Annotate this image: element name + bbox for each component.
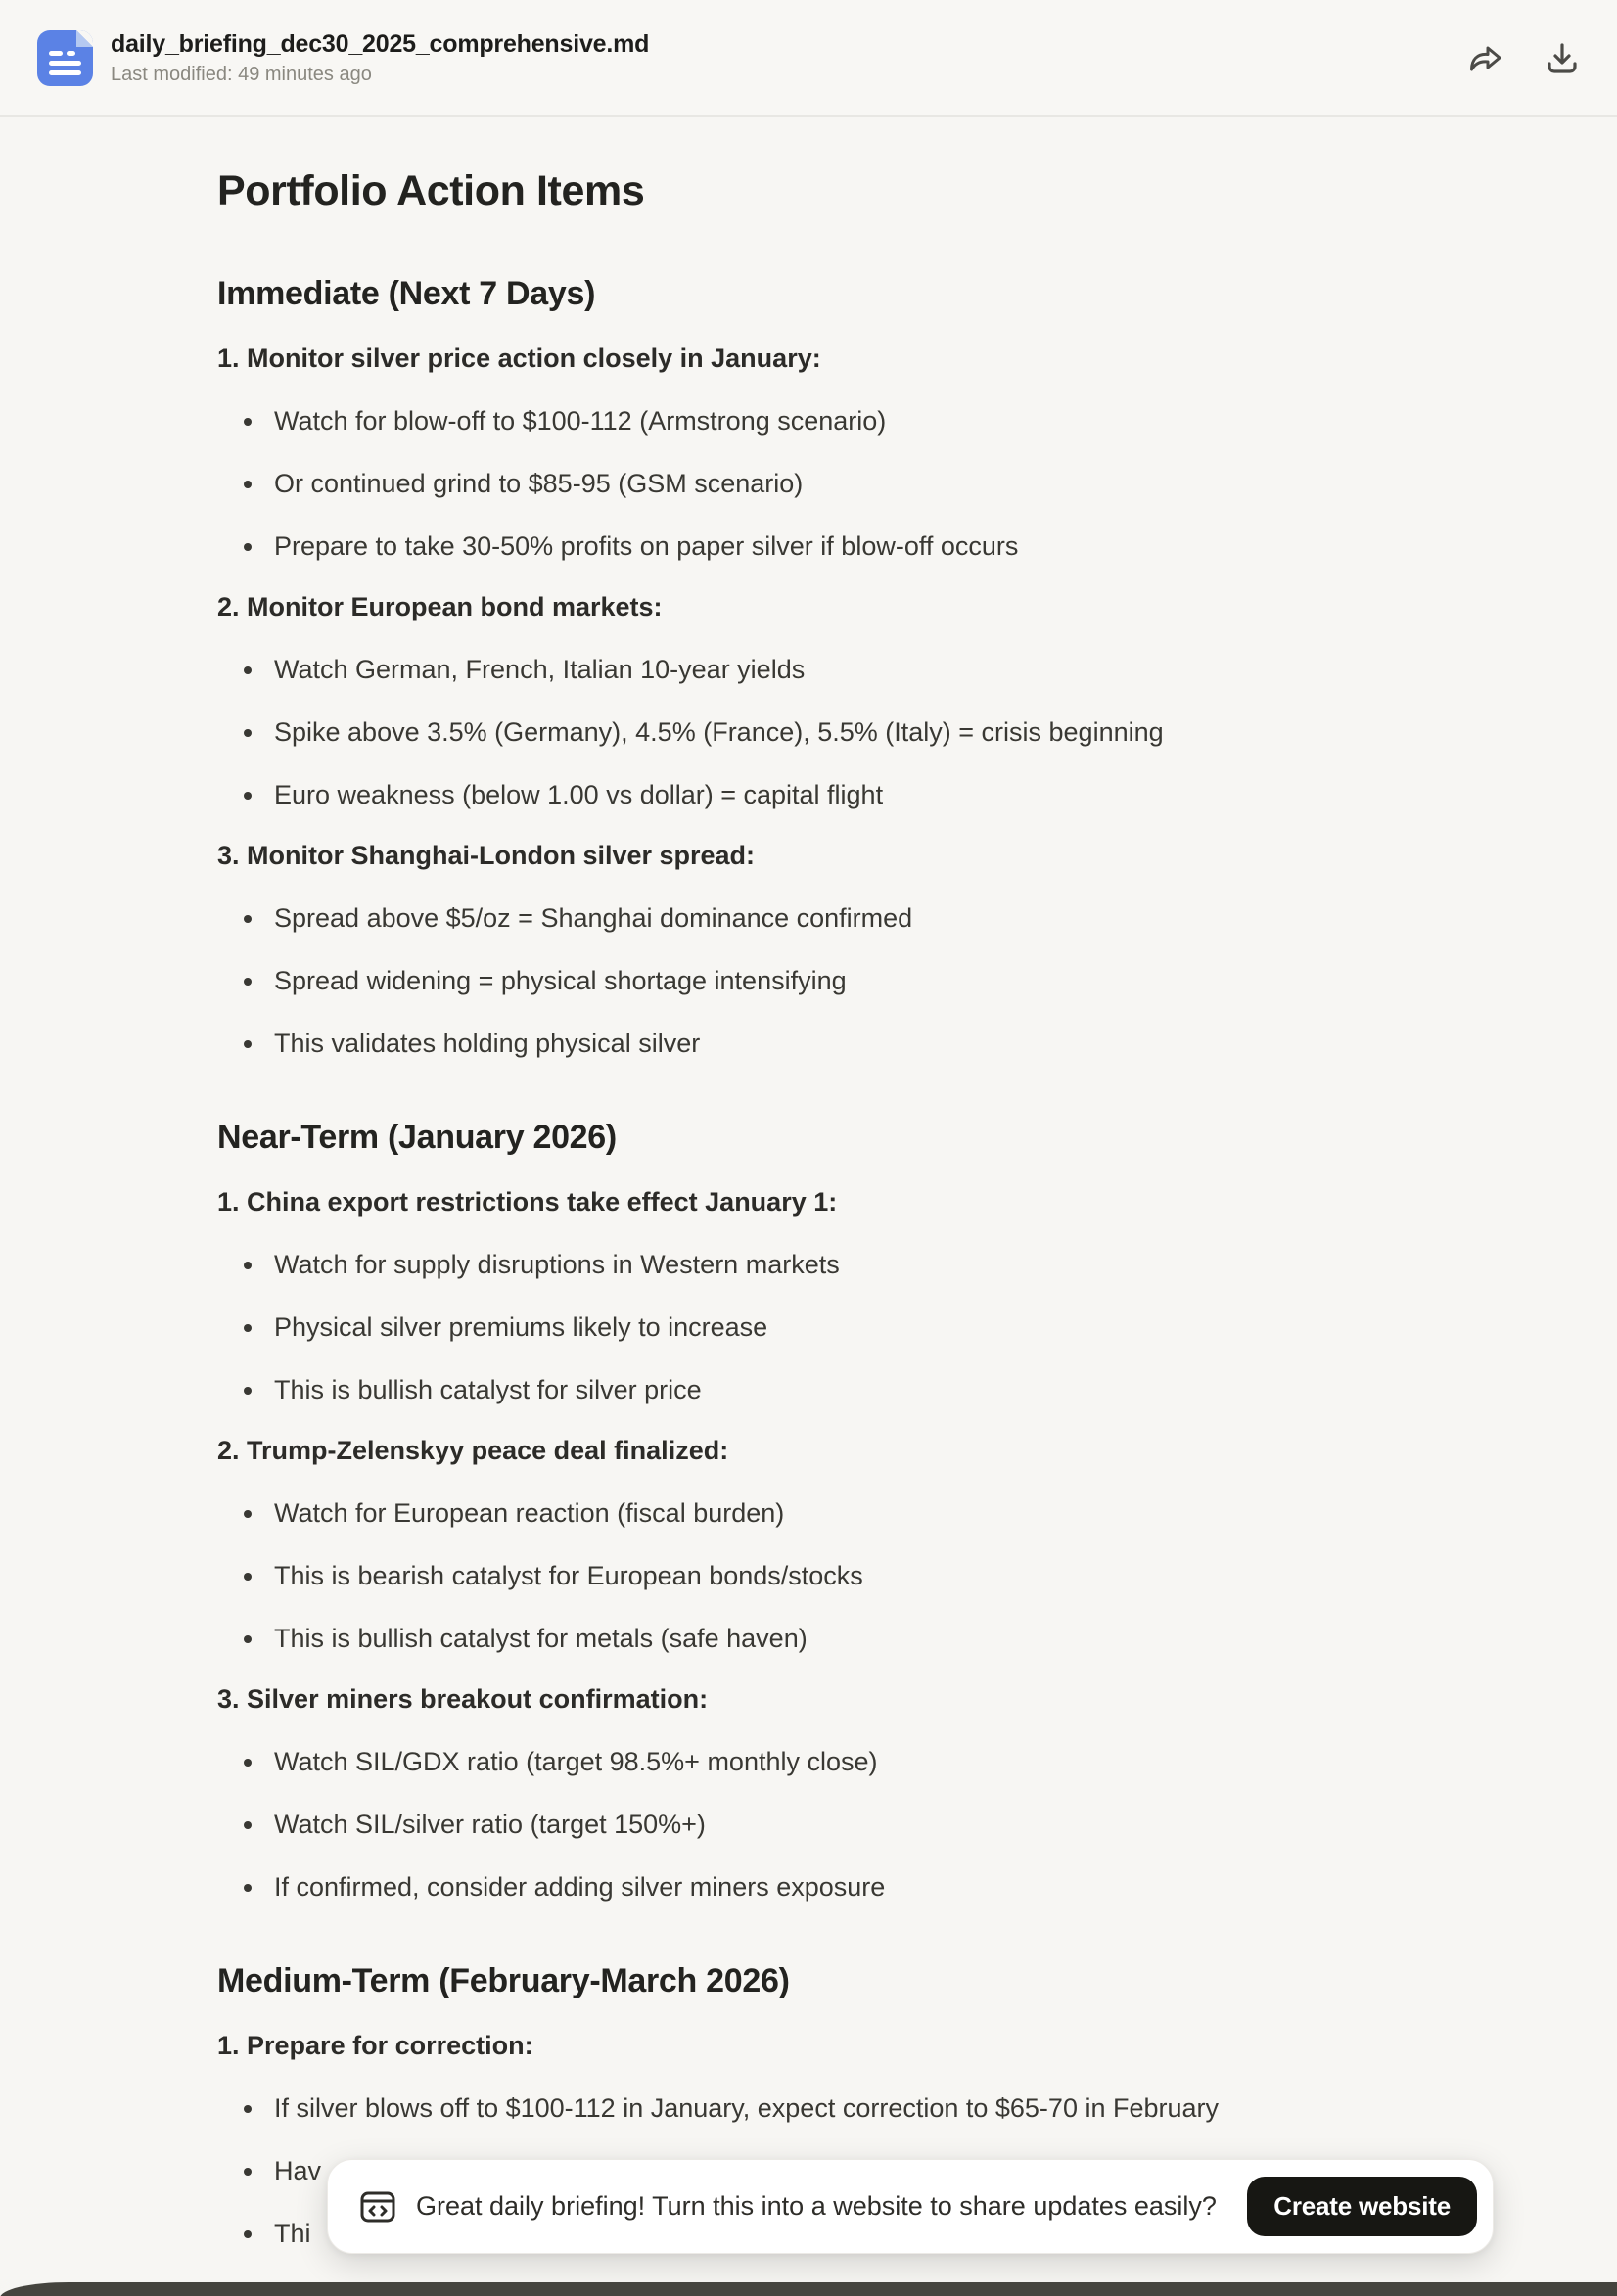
section-heading: Immediate (Next 7 Days): [217, 275, 596, 312]
website-code-icon: [357, 2186, 398, 2227]
bullet-item: Euro weakness (below 1.00 vs dollar) = capital flight: [217, 777, 1431, 812]
numbered-item: 3. Silver miners breakout confirmation:: [217, 1684, 709, 1714]
share-button[interactable]: [1464, 36, 1507, 79]
bullet-item: Watch for blow-off to $100-112 (Armstrong scenario): [217, 403, 1431, 438]
bullet-item: Prepare to take 30-50% profits on paper silver if blow-off occurs: [217, 528, 1431, 564]
bullet-item: Watch SIL/silver ratio (target 150%+): [217, 1807, 1431, 1842]
bullet-list: [217, 403, 1431, 564]
numbered-item: 1. China export restrictions take effect January 1:: [217, 1187, 838, 1217]
bullet-list: [217, 900, 1431, 1061]
file-name: daily_briefing_dec30_2025_comprehensive.md: [111, 30, 650, 58]
section-heading: Medium-Term (February-March 2026): [217, 1962, 790, 1999]
bullet-list: [217, 1495, 1431, 1656]
bullet-list: [217, 1247, 1431, 1407]
bottom-sheet-edge[interactable]: [0, 2282, 1617, 2296]
numbered-item: 1. Prepare for correction:: [217, 2031, 533, 2060]
numbered-item: 2. Monitor European bond markets:: [217, 592, 663, 621]
document-file-icon: [37, 30, 93, 86]
bullet-item: This is bullish catalyst for metals (safe haven): [217, 1621, 1431, 1656]
numbered-item: 1. Monitor silver price action closely in January:: [217, 344, 821, 373]
document-body: [0, 117, 1617, 2296]
bullet-item: Physical silver premiums likely to increase: [217, 1309, 1431, 1345]
bullet-item: Spike above 3.5% (Germany), 4.5% (France), 5.5% (Italy) = crisis beginning: [217, 714, 1431, 750]
create-website-button[interactable]: Create website: [1247, 2177, 1477, 2236]
bullet-item: Spread above $5/oz = Shanghai dominance confirmed: [217, 900, 1431, 936]
bullet-item: Watch for European reaction (fiscal burden): [217, 1495, 1431, 1531]
bullet-item: Watch German, French, Italian 10-year yields: [217, 652, 1431, 687]
numbered-item: 3. Monitor Shanghai-London silver spread:: [217, 841, 756, 870]
file-modified-timestamp: Last modified: 49 minutes ago: [111, 64, 372, 85]
bullet-item: If confirmed, consider adding silver miners exposure: [217, 1869, 1431, 1905]
bullet-item: Thi: [217, 2216, 1431, 2251]
header-actions: [1464, 36, 1584, 79]
toast-message: Great daily briefing! Turn this into a website to share updates easily?: [416, 2191, 1217, 2221]
section-heading: Near-Term (January 2026): [217, 1119, 617, 1156]
bullet-item: Watch for supply disruptions in Western markets: [217, 1247, 1431, 1282]
bullet-item: This is bullish catalyst for silver price: [217, 1372, 1431, 1407]
doc-title: Portfolio Action Items: [217, 167, 645, 214]
download-button[interactable]: [1541, 36, 1584, 79]
bullet-list: [217, 652, 1431, 812]
create-website-toast: [327, 2159, 1494, 2254]
bullet-item: This is bearish catalyst for European bonds/stocks: [217, 1558, 1431, 1593]
numbered-item: 2. Trump-Zelenskyy peace deal finalized:: [217, 1436, 729, 1465]
download-icon: [1543, 38, 1582, 77]
bullet-list: [217, 1744, 1431, 1905]
bullet-item: Watch SIL/GDX ratio (target 98.5%+ monthly close): [217, 1744, 1431, 1779]
share-icon: [1466, 38, 1505, 77]
bullet-item: Spread widening = physical shortage intensifying: [217, 963, 1431, 998]
header-bar: [0, 0, 1617, 117]
file-info: [111, 29, 1464, 86]
bullet-item: If silver blows off to $100-112 in January, expect correction to $65-70 in February: [217, 2090, 1431, 2126]
bullet-item: Hav: [217, 2153, 1431, 2188]
bullet-item: This validates holding physical silver: [217, 1026, 1431, 1061]
bullet-item: Or continued grind to $85-95 (GSM scenario): [217, 466, 1431, 501]
